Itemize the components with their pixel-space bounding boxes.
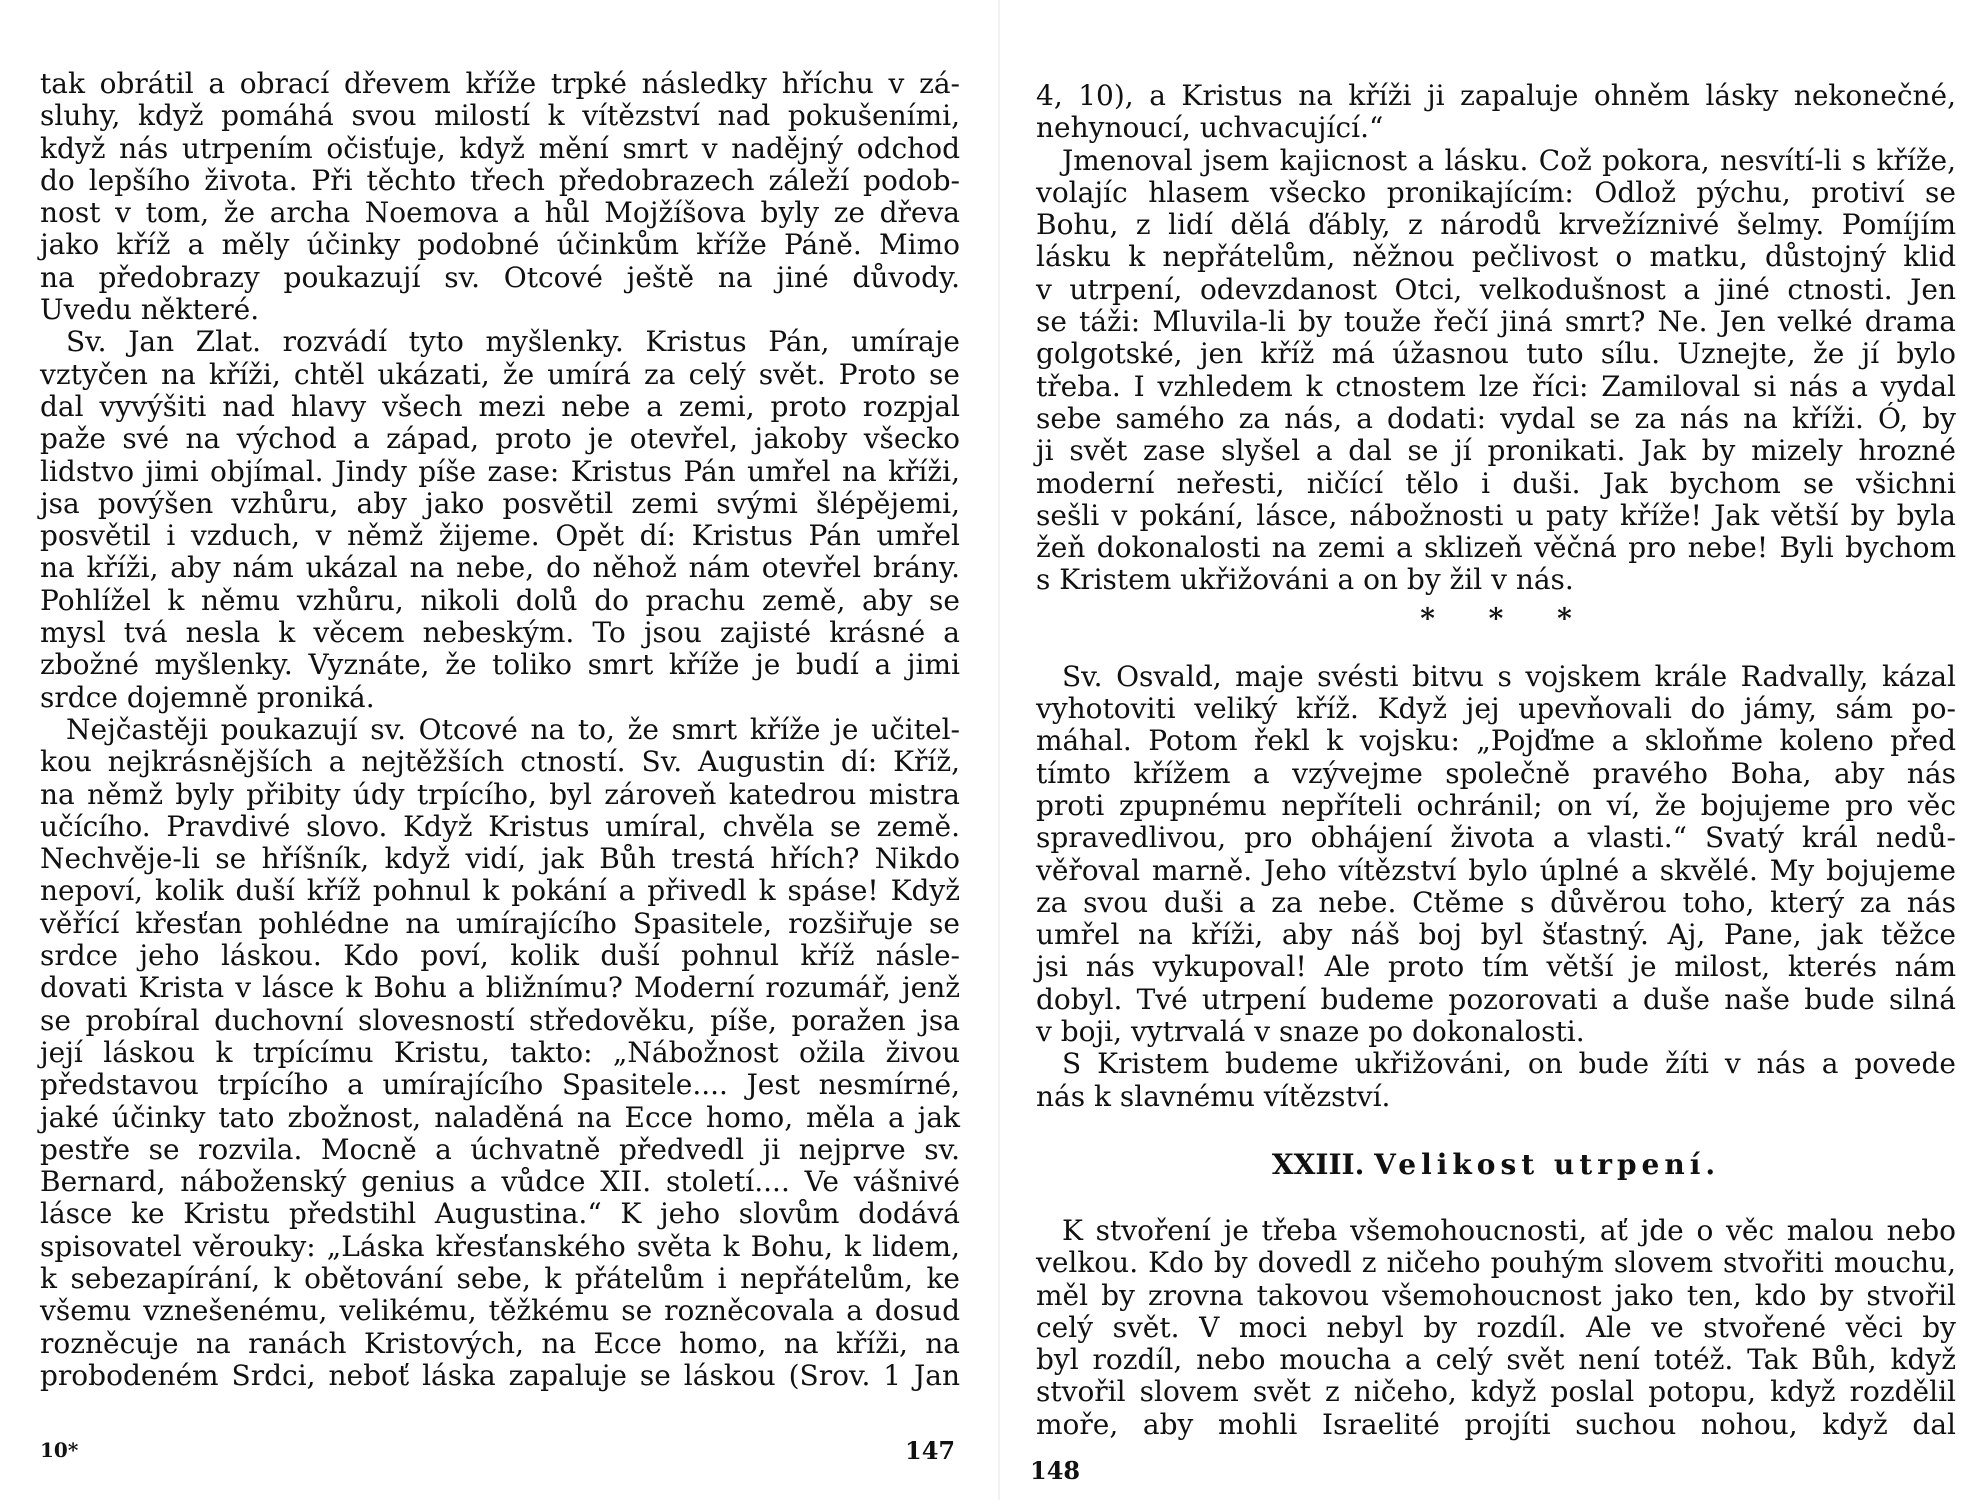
paragraph-start-line: Nejčastěji poukazují sv. Otcové na to, že smrt kříže je učitel-	[66, 712, 960, 746]
text-line: když nás utrpením očisťuje, když mění smrt v nadějný odchod	[40, 131, 960, 165]
text-line: Uvedu některé.	[40, 293, 260, 327]
text-line: pestře se rozvila. Mocně a úchvatně předvedl ji nejprve sv.	[40, 1132, 960, 1166]
page-number: 147	[905, 1436, 956, 1465]
text-line: dal vyvýšiti nad hlavy všech mezi nebe a zemi, proto rozpjal	[40, 389, 960, 423]
text-line: za svou duši a za nebe. Ctěme s důvěrou toho, který za nás	[1036, 885, 1956, 919]
text-line: mysl tvá nesla k věcem nebeským. To jsou zajisté krásné a	[40, 616, 960, 650]
page-number: 148	[1030, 1456, 1081, 1485]
paragraph-start-line: S Kristem budeme ukřižováni, on bude žíti v nás a povede	[1062, 1047, 1956, 1081]
text-line: volajíc hlasem všecko pronikajícím: Odlož pýchu, protiví se	[1036, 175, 1956, 209]
text-line: sešli v pokání, lásce, nábožnosti u paty kříže! Jak větší by byla	[1036, 498, 1956, 532]
chapter-heading	[1036, 1149, 1956, 1181]
text-line: zbožné myšlenky. Vyznáte, že toliko smrt kříže je budí a jimi	[40, 648, 960, 682]
text-line: nepoví, kolik duší kříž pohnul k pokání a přivedl k spáse! Když	[40, 874, 960, 908]
text-line: tímto křížem a vzývejme společně pravého Boha, aby nás	[1036, 756, 1956, 790]
text-line: se táži: Mluvila-li by touže řečí jiná smrt? Ne. Jen velké drama	[1036, 305, 1956, 339]
text-line: velkou. Kdo by dovedl z ničeho pouhým slovem stvořiti mouchu,	[1036, 1246, 1956, 1280]
signature-mark: 10*	[40, 1438, 79, 1462]
text-line: umřel na kříži, aby náš boj byl šťastný. Aj, Pane, jak těžce	[1036, 918, 1956, 952]
section-break-asterisks: * * *	[1420, 601, 1594, 635]
text-line: lidstvo jimi objímal. Jindy píše zase: Kristus Pán umřel na kříži,	[40, 454, 960, 488]
text-line: moderní neřesti, ničící tělo i duši. Jak bychom se všichni	[1036, 466, 1956, 500]
text-line: ji svět zase slyšel a dal se jí pronikati. Jak by mizely hrozné	[1036, 434, 1956, 468]
text-line: dovati Krista v lásce k Bohu a bližnímu? Moderní rozumář, jenž	[40, 971, 960, 1005]
text-line: její láskou k trpícímu Kristu, takto: „Nábožnost ožila živou	[40, 1035, 960, 1069]
paragraph-start-line: Jmenoval jsem kajicnost a lásku. Což pokora, nesvítí-li s kříže,	[1062, 143, 1956, 177]
text-line: kou nejkrásnějších a nejtěžších ctností. Sv. Augustin dí: Kříž,	[40, 745, 960, 779]
text-line: jsa povýšen vzhůru, aby jako posvětil zemi svými šlépějemi,	[40, 486, 960, 520]
text-line: posvětil i vzduch, v němž žijeme. Opět dí: Kristus Pán umřel	[40, 519, 960, 553]
text-line: proti zpupnému nepříteli ochránil; on ví, že bojujeme pro věc	[1036, 788, 1956, 822]
text-line: golgotské, jen kříž má úžasnou tuto sílu. Uznejte, že jí bylo	[1036, 337, 1956, 371]
text-line: nehynoucí, uchvacující.“	[1036, 111, 1384, 145]
text-line: Nechvěje-li se hříšník, když vidí, jak Bůh trestá hřích? Nikdo	[40, 842, 960, 876]
text-line: do lepšího života. Při těchto třech předobrazech záleží podob-	[40, 163, 960, 197]
text-line: věřoval marně. Jeho vítězství bylo úplné a skvělé. My bojujeme	[1036, 853, 1956, 887]
text-line: srdce jeho láskou. Kdo poví, kolik duší pohnul kříž násle-	[40, 939, 960, 973]
text-line: Pohlížel k němu vzhůru, nikoli dolů do prachu země, aby se	[40, 583, 960, 617]
text-line: lásku k nepřátelům, něžnou pečlivost o matku, důstojný klid	[1036, 240, 1956, 274]
text-line: sebe samého za nás, a dodati: vydal se za nás na kříži. Ó, by	[1036, 401, 1956, 435]
text-line: s Kristem ukřižováni a on by žil v nás.	[1036, 563, 1574, 597]
text-line: máhal. Potom řekl k vojsku: „Pojďme a skloňme koleno před	[1036, 724, 1956, 758]
text-line: Bohu, z lidí dělá ďábly, z národů krvežíznivé šelmy. Pomíjím	[1036, 208, 1956, 242]
text-line: v utrpení, odevzdanost Otci, velkodušnost a jiné ctnosti. Jen	[1036, 272, 1956, 306]
text-line: probodeném Srdci, neboť láska zapaluje se láskou (Srov. 1 Jan	[40, 1358, 960, 1392]
text-line: všemu vznešenému, velikému, těžkému se rozněcovala a dosud	[40, 1294, 960, 1328]
text-line: byl rozdíl, nebo moucha a celý svět není totéž. Tak Bůh, když	[1036, 1343, 1956, 1377]
text-line: srdce dojemně proniká.	[40, 680, 375, 714]
text-line: 4, 10), a Kristus na kříži ji zapaluje ohněm lásky nekonečné,	[1036, 79, 1956, 112]
text-line: rozněcuje na ranách Kristových, na Ecce homo, na kříži, na	[40, 1326, 960, 1360]
left-page-text-column	[40, 68, 960, 1392]
text-line: věřící křesťan pohlédne na umírajícího Spasitele, rozšiřuje se	[40, 906, 960, 940]
right-page	[1000, 0, 1986, 1500]
text-line: vyhotoviti veliký kříž. Když jej upevňovali do jámy, sám po-	[1036, 692, 1956, 726]
text-line: jsi nás vykupoval! Ale proto tím větší je milost, kterés nám	[1036, 950, 1956, 984]
text-line: k sebezapírání, k obětování sebe, k přátelům i nepřátelům, ke	[40, 1261, 960, 1295]
text-line: učícího. Pravdivé slovo. Když Kristus umíral, chvěla se země.	[40, 809, 960, 843]
text-line: žeň dokonalosti na zemi a sklizeň věčná pro nebe! Byli bychom	[1036, 531, 1956, 565]
text-line: spravedlivou, pro obhájení života a vlasti.“ Svatý král nedů-	[1036, 821, 1956, 855]
paragraph-start-line: Sv. Osvald, maje svésti bitvu s vojskem krále Radvally, kázal	[1062, 659, 1956, 693]
text-line: třeba. I vzhledem k ctnostem lze říci: Zamiloval si nás a vydal	[1036, 369, 1956, 403]
chapter-number: XXIII.	[1271, 1147, 1365, 1181]
text-line: tak obrátil a obrací dřevem kříže trpké následky hříchu v zá-	[40, 67, 960, 100]
text-line: nost v tom, že archa Noemova a hůl Mojžíšova byly ze dřeva	[40, 196, 960, 230]
text-line: nás k slavnému vítězství.	[1036, 1079, 1391, 1113]
paragraph-start-line: K stvoření je třeba všemohoucnosti, ať jde o věc malou nebo	[1062, 1213, 1956, 1247]
text-line: se probíral duchovní slovesností středověku, píše, poražen jsa	[40, 1003, 960, 1037]
text-line: na němž byly přibity údy trpícího, byl zároveň katedrou mistra	[40, 777, 960, 811]
text-line: v boji, vytrvalá v snaze po dokonalosti.	[1036, 1015, 1585, 1049]
text-line: na kříži, aby nám ukázal na nebe, do něhož nám otevřel brány.	[40, 551, 960, 585]
text-line: Bernard, náboženský genius a vůdce XII. století.... Ve vášnivé	[40, 1165, 960, 1199]
text-line: na předobrazy poukazují sv. Otcové ještě na jiné důvody.	[40, 260, 960, 294]
text-line: představou trpícího a umírajícího Spasitele.... Jest nesmírné,	[40, 1068, 960, 1102]
text-line: dobyl. Tvé utrpení budeme pozorovati a duše naše bude silná	[1036, 982, 1956, 1016]
text-line: sluhy, když pomáhá svou milostí k vítězství nad pokušeními,	[40, 99, 960, 133]
text-line: lásce ke Kristu předstihl Augustina.“ K jeho slovům dodává	[40, 1197, 960, 1231]
text-line: moře, aby mohli Israelité projíti suchou nohou, když dal	[1036, 1407, 1956, 1441]
text-line: celý svět. V moci nebyl by rozdíl. Ale ve stvořené věci by	[1036, 1310, 1956, 1344]
paragraph-start-line: Sv. Jan Zlat. rozvádí tyto myšlenky. Kristus Pán, umíraje	[66, 325, 960, 359]
right-page-text-column	[1036, 80, 1956, 1441]
text-line: vztyčen na kříži, chtěl ukázati, že umírá za celý svět. Proto se	[40, 357, 960, 391]
text-line: jaké účinky tato zbožnost, naladěná na Ecce homo, měla a jak	[40, 1100, 960, 1134]
text-line: stvořil slovem svět z ničeho, když poslal potopu, když rozdělil	[1036, 1375, 1956, 1409]
chapter-title: Velikost utrpení.	[1374, 1147, 1721, 1181]
text-line: spisovatel věrouky: „Láska křesťanského světa k Bohu, k lidem,	[40, 1229, 960, 1263]
text-line: jako kříž a měly účinky podobné účinkům kříže Páně. Mimo	[40, 228, 960, 262]
text-line: paže své na východ a západ, proto je otevřel, jakoby všecko	[40, 422, 960, 456]
text-line: měl by zrovna takovou všemohoucnost jako ten, kdo by stvořil	[1036, 1278, 1956, 1312]
